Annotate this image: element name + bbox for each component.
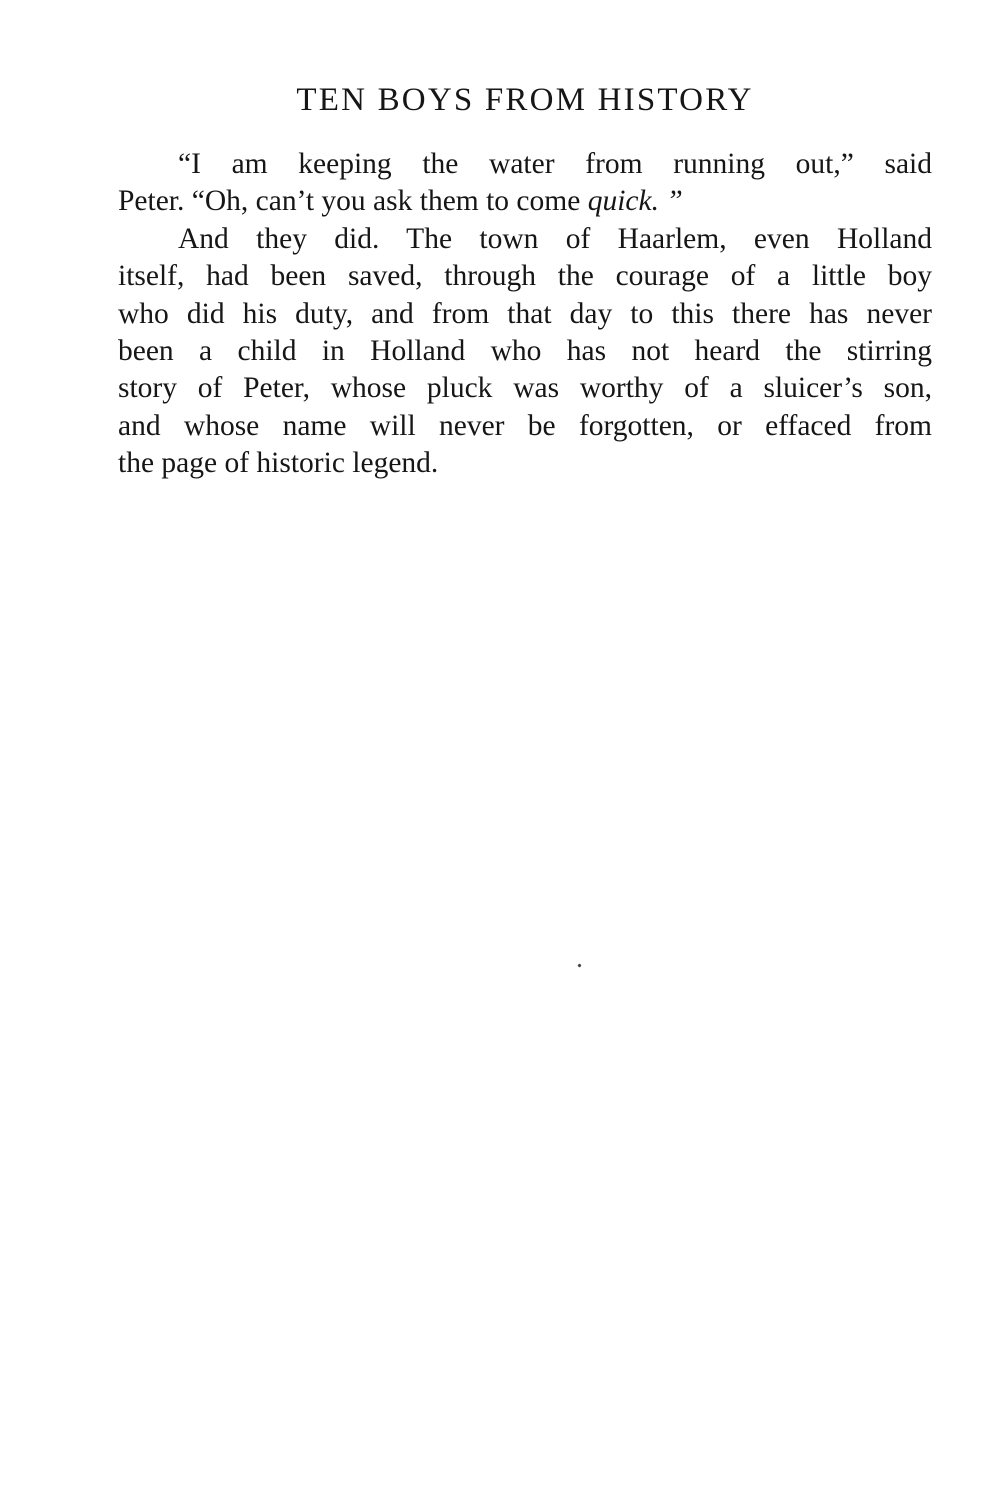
text-line: story of Peter, whose pluck was worthy of a sluicer’s son, — [118, 372, 932, 405]
text-line: itself, had been saved, through the courage of a little boy — [118, 260, 932, 293]
ink-speck — [577, 963, 581, 967]
body-text — [118, 146, 932, 483]
running-head: TEN BOYS FROM HISTORY — [296, 82, 754, 118]
text-line: and whose name will never be forgotten, or effaced from — [118, 409, 932, 442]
text-line: the page of historic legend. — [118, 447, 439, 480]
paragraph-1 — [118, 146, 932, 221]
text-line: And they did. The town of Haarlem, even Holland — [178, 222, 932, 255]
text-segment: Peter. “Oh, can’t you ask them to come — [118, 185, 588, 218]
italic-text: quick. ” — [587, 185, 683, 218]
text-line: been a child in Holland who has not heard the stirring — [118, 335, 932, 368]
text-line — [118, 183, 932, 220]
paragraph-2 — [118, 221, 932, 483]
text-line: who did his duty, and from that day to this there has never — [118, 297, 932, 330]
text-line: “I am keeping the water from running out,” said — [178, 148, 932, 180]
